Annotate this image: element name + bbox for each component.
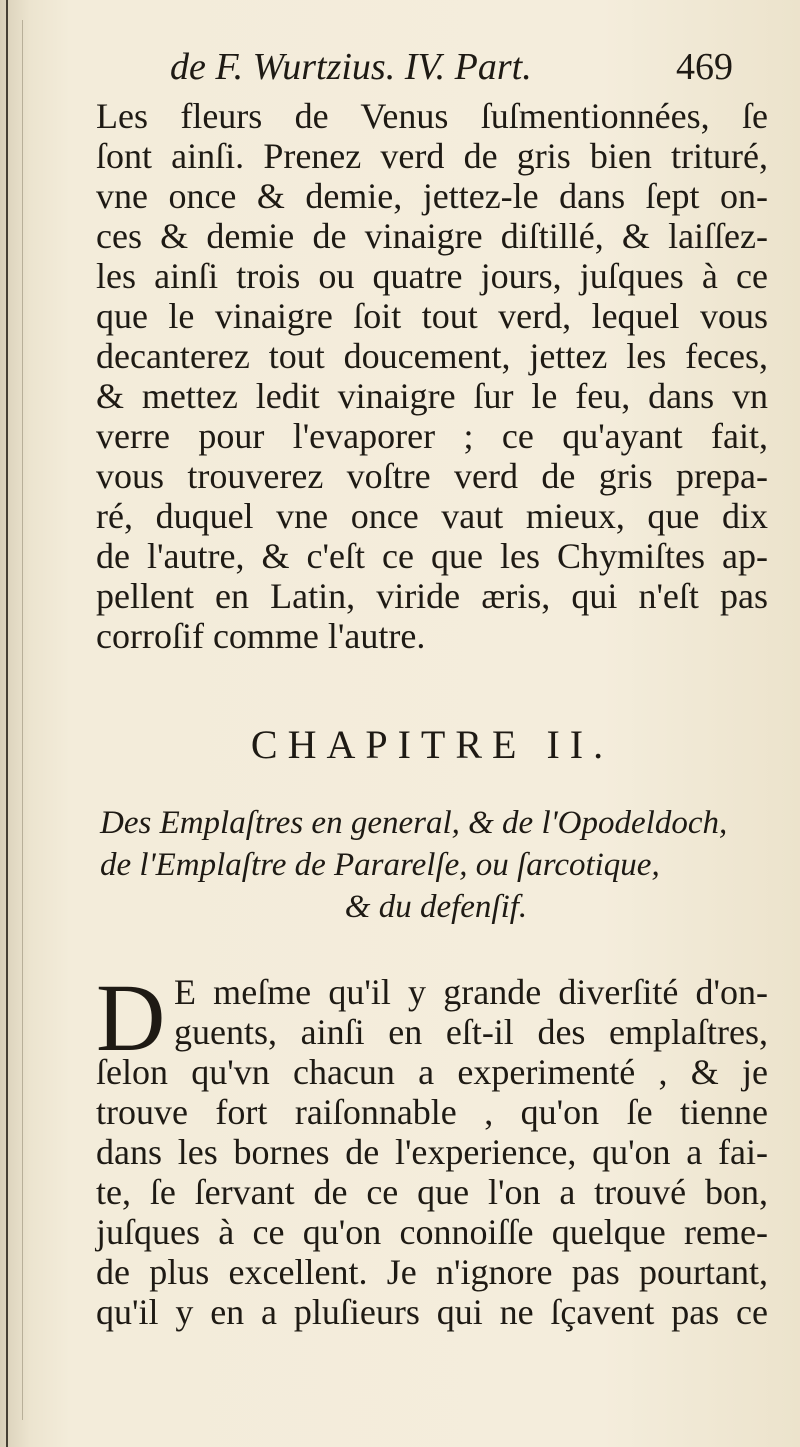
running-header (170, 42, 770, 92)
subtitle-line: de l'Emplaſtre de Pararelſe, ou ſarcotique, (100, 847, 660, 883)
binding-edge (6, 0, 8, 1447)
page-number: 469 (676, 46, 733, 88)
text-line: ſelon qu'vn chacun a experimenté , & je (96, 1052, 768, 1092)
running-title: de F. Wurtzius. IV. Part. (170, 46, 532, 88)
paragraph-2 (96, 964, 768, 1332)
drop-cap: D (96, 964, 166, 1071)
text-line: te, ſe ſervant de ce que l'on a trouvé bon, (96, 1172, 768, 1212)
text-line: dans les bornes de l'experience, qu'on a fai- (96, 1132, 768, 1172)
text-line: vne once & demie, jettez-le dans ſept on- (96, 176, 768, 216)
chapter-subtitle (100, 802, 772, 928)
text-line: les ainſi trois ou quatre jours, juſques à ce (96, 256, 768, 296)
text-line: pellent en Latin, viride æris, qui n'eſt pas (96, 576, 768, 616)
subtitle-line: Des Emplaſtres en general, & de l'Opodeldoch, (100, 805, 728, 841)
paragraph-1 (96, 96, 768, 656)
subtitle-line: & du defenſif. (344, 889, 528, 925)
text-line: verre pour l'evaporer ; ce qu'ayant fait, (96, 416, 768, 456)
text-line: E meſme qu'il y grande diverſité d'on- (174, 972, 768, 1012)
text-line: vous trouverez voſtre verd de gris prepa- (96, 456, 768, 496)
text-line: & mettez ledit vinaigre ſur le feu, dans vn (96, 376, 768, 416)
text-line: qu'il y en a pluſieurs qui ne ſçavent pas ce (96, 1292, 768, 1332)
text-line: juſques à ce qu'on connoiſſe quelque reme- (96, 1212, 768, 1252)
gutter-shadow (22, 20, 23, 1420)
text-line: decanterez tout doucement, jettez les feces, (96, 336, 768, 376)
text-line: que le vinaigre ſoit tout verd, lequel vous (96, 296, 768, 336)
text-line: trouve fort raiſonnable , qu'on ſe tienne (96, 1092, 768, 1132)
text-line: ces & demie de vinaigre diſtillé, & laiſſez- (96, 216, 768, 256)
text-line: ré, duquel vne once vaut mieux, que dix (96, 496, 768, 536)
text-line: de plus excellent. Je n'ignore pas pourtant, (96, 1252, 768, 1292)
text-line: ſont ainſi. Prenez verd de gris bien trituré, (96, 136, 768, 176)
text-line: de l'autre, & c'eſt ce que les Chymiſtes ap- (96, 536, 768, 576)
text-line: guents, ainſi en eſt-il des emplaſtres, (174, 1012, 768, 1052)
text-line: corroſif comme l'autre. (96, 616, 426, 656)
text-line: Les fleurs de Venus ſuſmentionnées, ſe (96, 96, 768, 136)
chapter-heading: CHAPITRE II. (250, 722, 614, 767)
